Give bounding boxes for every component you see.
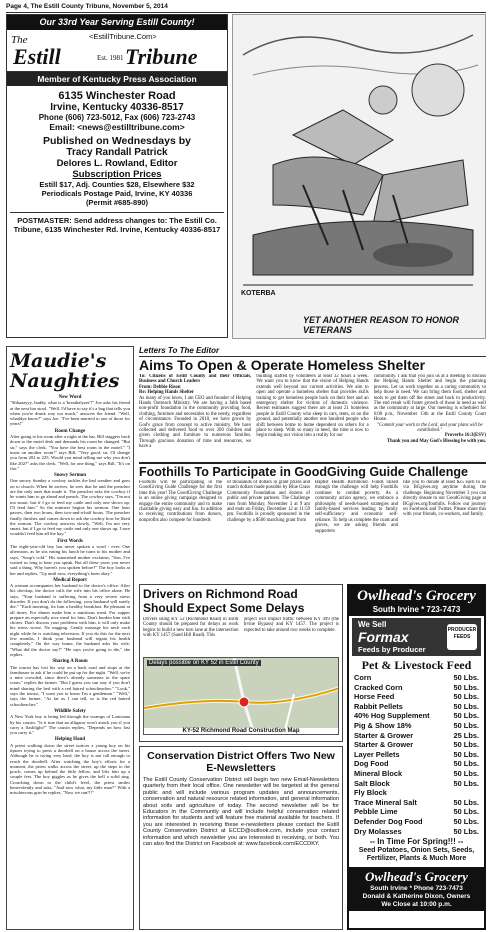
feed-item-name: Horse Feed [354,692,395,702]
joke-text: A New York boy is being led through the swamps of Louisiana by his cousin. "Is it true that an alligator won't attack you if you carry a flashlight?" The cousin replies, "Depends on how fast you carry it." [10,714,130,736]
feed-item-size: 50 Lbs. [453,682,479,692]
joke-heading: Medical Report [53,577,87,583]
letter-re: Re: Helping Hands Shelter [139,390,195,396]
feed-item [354,779,479,789]
feed-item-name: Layer Pellets [354,749,400,759]
feed-item-name: Dry Molasses [354,826,402,836]
letter-quote: "Commit your work to the Lord, and your plans will be established." [377,422,483,434]
joke-text: "Shhaaayyy, buddy, what is a 'breathalyzer'?" Joe asks his friend at the next bar stool. "Well, I'd have to say it's a bag that tells you when you're drunk way too much," answers the friend. "Well, whaddya know?" says Joe. "I've been married to one of those for years!" [10,400,130,427]
feed-item-size: 50 Lbs. [453,701,479,711]
gdg-col3: Baptist Health Richmond. Funds raised through the challenge will help Foothills continue to combat poverty. As a community action agency, we embrace a philosophy of needs-based strategies and family-based services leading to family self-sufficiency and economic self-reliance. To help us complete the coats and gloves, we are asking friends and supporters [315,480,398,534]
formax-logo: Formax [358,629,409,645]
feed-item [354,788,479,798]
conservation-text: The Estill County Conservation District will begin two new Email-Newsletters quarterly from their local office. One newsletter will be targeted at the general public and will include various program updates and announcements, conservation and natural resource related information, and general information about soils and agriculture of today. The second newsletter will be for Educators in the Community and will include helpful conservation related information for students and will feature free material available for teachers. If you are interested in receiving these e-newsletters please contact the Estill County Conservation District at ECCD@outlook.com, include your contact information and which newsletter you are interested in receiving, or both. You can also find the District on Facebook at: www.facebook.com/ECCDKY. [143,777,339,848]
feed-item [354,798,479,808]
footer-store-name: Owlhead's Grocery [365,868,468,884]
formax-banner [352,618,481,656]
feed-item-size: 50 Lbs. [453,797,479,807]
feed-item-size: 50 Lbs. [453,778,479,788]
postmaster-line: POSTMASTER: Send address changes to: The Estill Co. Tribune, 6135 Winchester Rd. Irvine, Kentucky 40336-8517 [10,212,224,234]
we-sell-label: We Sell [358,620,387,629]
feed-item-size: 50 Lbs. [453,692,479,702]
feed-price-list [349,673,484,836]
gdg-col4: like you to donate at least $25 each to us via BGgives.org anytime during the challenge. Beginning November 3 you can directly donate to our GoodGiving page at BGgives.org/foothills. Follow our journey on Facebook and Twitter. Please share this with your friends, co-workers, and family. [403,480,486,518]
email-line: Email: <news@estilltribune.com> [49,122,185,132]
feed-item-size: 50 Lbs. [453,711,479,721]
construction-map [143,657,339,735]
letter-verse: Proverbs 16:3(ESV) [444,433,486,439]
logo-estill: Estill [13,44,61,69]
feed-item-size: 25 Lbs. [453,730,479,740]
letter-to: To: Citizens of Estill County and their Officials, Business and Church Leaders [139,374,252,385]
feed-item-size: 50 Lbs. [453,740,479,750]
jokes-list [7,395,133,796]
feed-item [354,702,479,712]
feed-section-title: Pet & Livestock Feed [361,658,472,672]
subscription-title: Subscription Prices [72,169,162,180]
feed-item-name: 40% Hog Supplement [354,711,430,721]
gdg-col2: of thousands of dollars in grant prizes and match dollars made possible by Blue Grass Community Foundation and dozens of public and private partners. The Challenge runs from Monday, November 3 at 9 am and ends on Friday, December 12 at 11:59 pm. Foothills is proudly sponsored in the challenge by a $500 matching grant from [227,480,310,523]
letter-col3 [374,374,486,450]
joke-heading: Wildlife Safety [54,708,86,714]
ad-footer [349,867,484,911]
feed-item-name: Mineral Block [354,768,403,778]
feed-item [354,692,479,702]
maudies-naughties-column [6,346,134,930]
letter-col2: building staffed by volunteers at least 32 hours a week. We want you to know that the vision of Helping Hands extends well beyond our current activities. We aim to open and operate a homeless shelter that provides skills training to get homeless people back on their feet and an emergency shelter for victims of domestic violence. Recent estimates suggest there are at least 21 homeless people in Estill County who sleep in cars, tents, or on the ground, and potentially another one hundred people who shift between home to home dependent on others for a place to sleep. With so many in need, the time is now to begin making our vision into a reality for our [256,374,369,439]
joke-heading: Room Change [54,428,86,434]
feed-item-name: Fly Block [354,788,387,798]
feed-item [354,731,479,741]
published-line: Published on Wednesdays by [42,135,191,147]
joke-heading: First Words [57,538,83,544]
ad-tagline2: Seed Potatoes, Onion Sets, Seeds, Fertilizer, Plants & Much More [358,846,475,863]
producer-feeds-logo: PRODUCER FEEDS [447,624,477,650]
editor-name: Delores L. Rowland, Editor [56,158,178,169]
feed-item-name: Pebble Lime [354,807,398,817]
feed-item-name: Starter & Grower [354,730,414,740]
masthead-info [7,86,227,238]
logo-the: The [11,34,28,46]
road-delays-article [139,584,343,742]
feed-item-name: Salt Block [354,778,390,788]
feed-item-name: Starter & Grower [354,740,414,750]
page-header: Page 4, The Estill County Tribune, November 5, 2014 [6,3,486,13]
feed-item [354,673,479,683]
newspaper-logo [7,30,227,72]
joke-heading: Sharing A Room [52,659,88,665]
goodgiving-article [139,462,486,582]
logo-url: <EstillTribune.Com> [89,32,157,41]
letters-to-editor [139,346,486,458]
feed-item-name: Rabbit Pellets [354,701,403,711]
conservation-headline: Conservation District Offers Two New E-Newsletters [147,750,335,774]
logo-tribune: Tribune [125,44,198,69]
footer-hours: We Close at 10:00 p.m. [381,900,452,908]
feed-item [354,769,479,779]
editorial-cartoon [232,14,486,339]
letter-thanks: Thank you and May God's Blessing be with you. [386,438,486,444]
footer-phone: South Irvine * Phone 723-7473 [370,884,463,892]
gdg-col1: Foothills will be participating in the GoodGiving Guide Challenge for the first time this year! The GoodGiving Challenge is an online giving campaign designed to engage the entire community and to make charitable giving easy and fun. In addition to receiving contributions from donors, nonprofits also compete for hundreds [139,480,222,523]
feed-item [354,721,479,731]
roads-headline: Drivers on Richmond Road Should Expect Some Delays [143,587,305,615]
feed-item [354,683,479,693]
section-heading: Letters To The Editor [139,346,486,357]
feed-item-size: 50 Lbs. [453,720,479,730]
address-line2: Irvine, Kentucky 40336-8517 [50,102,184,113]
feed-item-size: 50 Lbs. [453,673,479,682]
masthead [6,14,228,338]
ad-tagline1: -- In Time For Spring!!! -- [369,837,464,847]
feed-item-size: 50 Lbs. [453,807,479,817]
joke-text: A priest walking down the street notices a young boy on his tiptoes trying to press a doorbell on a house across the street. Although he is trying very hard, the boy is not tall enough to reach the doorbell. After watching the boy's efforts for a moment, the priest walks across the street, up the steps to the porch, comes up behind the little fellow, and lifts him up a couple feet. The boy giggles as he gives the bell a solid ring. Crouching down to the child's level, the priest smiles benevolently and asks, "And now what, my little man?" With a mischievous grin he replies, "Now we run!!!" [10,742,130,796]
feed-item [354,827,479,837]
phone-line: Phone (606) 723-5012, Fax (606) 723-2743 [38,113,196,122]
ad-location: South Irvine * 723-7473 [372,605,461,614]
footer-owners: Donald & Katherine Dixon, Owners [362,892,471,900]
feed-item-name: Cracked Corn [354,682,403,692]
feed-item [354,711,479,721]
grocery-advertisement [347,584,486,930]
permit-line: (Permit #685-890) [85,198,149,207]
map-caption: KY-52 Richmond Road Construction Map [144,728,338,734]
cartoon-caption: YET ANOTHER REASON TO HONOR VETERANS [303,315,460,335]
cartoon-signature: KOTERBA [241,290,276,297]
feed-item-size: 50 Lbs. [453,749,479,759]
letter-text1: As many of you know, I am CEO and founder of Helping Hands Outreach Ministry. We are having a faith based non-profit foundation in the community providing food, clothing, furniture and necessities to the needy, regardless of circumstance. Founded in 2010, we have grown by God's grace from concept to active ministry. We have collected and delivered food to over 200 children and given clothing and furniture to numerous families. Through gracious donation of time and resources, we have a [139,395,252,450]
joke-text: One snowy Sunday a cowboy tackles the bad weather and goes on to church. When he arrives, he sees that he and the preacher are the only ones that made it. The preacher asks the cowboy if he wants him to go ahead and preach. The cowboy says, "I'm not too smart, but if I go to feed my cattle and only one shows up, I'll feed him." So the minister begins his sermon. One hour passes, then two hours, then two-and-a-half hours. The preacher finally finishes and comes down to ask the cowboy how he liked the sermon. The cowboy answers slowly, "Well, I'm not very smart, but if I go to feed my cattle and only one shows up, I sure wouldn't feed him all the hay." [10,478,130,537]
letter-text3: community. I ask that you join us at a meeting to discuss the Helping Hands Shelter and begin the planning process. Let us work together as a caring community to help those in need. We can bring them food, shelter and tools to get them off the street and back to productivity. The end result will foster growth of those in need as well as the community at large. Our meeting is scheduled for 6:00 p.m., November 13th at the Estill County Court House. [373,374,486,423]
masthead-banner: Our 33rd Year Serving Estill County! [7,15,227,30]
address-line1: 6135 Winchester Road [58,90,176,102]
subscription-prices: Estill $17, Adj. Counties $28, Elsewhere $32 [39,180,195,189]
feed-item-size: 50 Lbs. [453,759,479,769]
feed-item-name: Defender Dog Food [354,816,423,826]
feed-item [354,750,479,760]
column-title [7,347,133,393]
feed-item-size: 50 Lbs. [453,826,479,836]
feed-item-name: Dog Food [354,759,389,769]
feed-item [354,807,479,817]
letter-col1 [139,374,251,450]
member-badge: Member of Kentucky Press Association [7,72,227,86]
map-drawing [144,658,339,734]
joke-heading: Helping Hand [54,737,86,743]
publisher-name: Tracy Randall Patrick [66,147,168,158]
joke-text: After going to his room after a night at the bar, Bill staggers back down to the motel desk and demands his room be changed. "But sir," says the clerk, "You have the best room in the motel." "I insist on another room!" says Bill. "Very good, sir. I'll change you from 202 to 225. Would you mind telling me why you don't like 202?" asks the clerk. "Well, for one thing," says Bill, "It's on fire." [10,434,130,471]
feeds-by-producer: Feeds by Producer [358,645,426,654]
map-label: Delays possible on KY 52 in Estill County [149,660,259,666]
title-line1: Maudie's [10,350,107,372]
joke-text: The tourist has lost his way on a back road and stops at the farmhouse to ask if he could be put up for the night. "Well, we're a mite crowded, since there's already someone in the spare room," replies the farmer. "But I guess you can stay if you don't mind sharing the bed with a red haired schoolteacher." "Look," says the tourist, "I want you to know I'm a gentleman." "Well," says the farmer, "As far as I can tell, so is the red haired schoolteacher." [10,664,130,707]
feed-item-name: Trace Mineral Salt [354,797,417,807]
conservation-article [139,746,343,930]
feed-item-name: Corn [354,673,372,682]
feed-item [354,740,479,750]
roads-col2: project will impact traffic between KY 499 (the Irvine Bypass) and KY 1457. The project is expected to take around two weeks to complete. [243,617,339,633]
roads-col1: Drivers using KY 52 (Richmond Road) in Estill County should be prepared for delays as work begins to build a new turn lane at the intersection with KY 1457 (Sand Hill Road). This [143,617,239,639]
feed-item [354,759,479,769]
logo-established: Est. 1981 [97,54,124,62]
joke-heading: New Word [58,395,82,400]
joke-text: The eight-year-old boy has never spoken a word - ever. One afternoon, as he sits eating his lunch he turns to his mother and says, "Soup's cold." His astonished mother exclaims, "Son, I've waited so long to hear you speak. But all these years you never said a thing. Why haven't you spoken before?" The boy looks at her and replies, "Up until now, everything's been okay." [10,544,130,576]
title-line2: Naughties [10,370,120,392]
feed-item [354,817,479,827]
feed-item-size: 50 Lbs. [453,816,479,826]
ad-store-name: Owlhead's Grocery [357,588,476,604]
letter-headline: Aims To Open & Operate Homeless Shelter [139,357,426,373]
joke-text: A woman accompanies her husband to the doctor's office. After his checkup, the doctor calls the wife into his office alone. He says, "Your husband is suffering from a very severe stress disorder. If you don't do the following, your husband will surely die." "Each morning, fix him a healthy breakfast. Be pleasant at all times. For dinner make him a nutritious meal. For supper prepare an especially nice meal for him. Don't burden him with chores. Don't discuss your problems with him, it will only make his stress worse. No nagging. Gently massage his neck each night while he is watching television. If you do this for the next few months, I think your husband will regain his health completely." On the way home, the husband asks his wife, "What did the doctor say?" "He says you're going to die," she replies. [10,583,130,657]
feed-item-name: Pig & Show 18% [354,720,412,730]
ad-header [349,586,484,616]
periodicals-line: Periodicals Postage Paid, Irvine, KY 40336 [41,189,193,198]
feed-item-size: 50 Lbs. [453,768,479,778]
joke-heading: Snowy Sermon [53,473,87,479]
letter-from: From: Debbie Rison [139,384,181,390]
gdg-headline: Foothills To Participate in GoodGiving Guide Challenge [139,465,468,479]
